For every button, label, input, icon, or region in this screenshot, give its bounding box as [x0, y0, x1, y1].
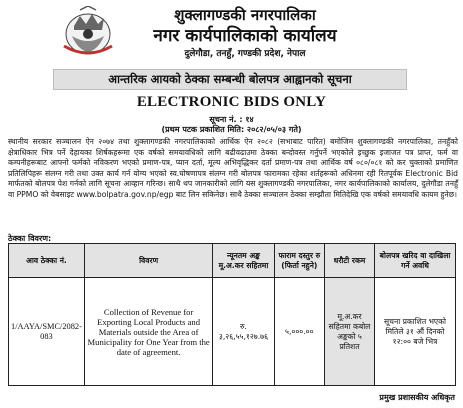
tender-code: 1/AAYA/SMC/2082-083 [9, 278, 85, 386]
table-header-row [9, 244, 456, 278]
tender-period: सूचना प्रकाशित भएको मितिले ३१ औं दिनको १२:०० बजे भित्र [374, 278, 455, 386]
notice-number: सूचना नं. : १४ [209, 115, 254, 124]
header [0, 2, 463, 64]
signature-title: प्रमुख प्रशासकीय अधिकृत [379, 393, 455, 402]
header-form-fee: फाराम दस्तुर रु (फिर्ता नहुने) [274, 244, 324, 278]
office-name: नगर कार्यपालिकाको कार्यालय [153, 26, 337, 46]
publication-date: (प्रथम पटक प्रकाशित मिति: २०८२/०५/०३ गते) [161, 125, 302, 134]
tender-min-amount: रु. ३,२६,५५,१२७.७६ [213, 278, 274, 386]
header-description: विवरण [84, 244, 212, 278]
tender-description: Collection of Revenue for Exporting Local Products and Materials outside the Area of Municipality for One Year from the date of agreement. [84, 278, 212, 386]
table-row [9, 278, 456, 386]
tender-form-fee: ५,०००.०० [274, 278, 324, 386]
nepal-emblem-icon [58, 6, 118, 58]
tender-table [8, 243, 456, 386]
notice-banner: आन्तरिक आयको ठेक्का सम्बन्धी बोलपत्र आह्वानको सूचना [53, 69, 407, 90]
header-min-amount: न्यूनतम अङ्क मू.अ.कर सहितमा [213, 244, 274, 278]
tender-deposit: मू.अ.कर सहितमा कबोल अङ्कको ५ प्रतिशत [325, 278, 375, 386]
municipality-name: शुक्लागण्डकी नगरपालिका [174, 6, 316, 24]
notice-body: स्थानीय सरकार सञ्चालन ऐन २०७४ तथा शुक्लागण्डकी नगरपालिकाको आर्थिक ऐन २०८२ (सभाबाट पारित) बमोजिम शुक्लागण्डकी नगरपालिका, तनहुँको क्षेत्राधिकार भित्र पर्ने देहायका शिर्षकहरूमा एक वर्षको समयावधिको लागि बढीवढाउमा ठेक्का बन्दोवस्त गर्नुपर्ने भएकोले इच्छुक इजाजत पत्र प्राप्त, फर्म वा कम्पनीहरूबाट आफ्नो फर्मको नविकरण भएको प्रमाण-पत्र, प्यान दर्ता, मूल्य अभिवृद्धिकर दर्ता प्रमाण-पत्र तथा आर्थिक वर्ष ०८०/०८१ को कर चुक्ताको प्रमाणित प्रतिलिपिहरू संलग्न गरी तथा उक्त कार्य गर्न योग्य भएको स्व.घोषणापत्र संलग्न गरी बोलपत्र फारामका रहेका शर्तहरूको अधिनमा रही रितपूर्वक Electronic Bid मार्फतको बोलपत्र पेश गर्नको लागि सूचना आव्हान गरिन्छ। साथै थप जानकारीको लागि यस शुक्लागण्डकी नगरपालिका, नगर कार्यपालिकाको कार्यालय, दुलेगौडा तनहुँ वा PPMO को वेबसाइट www.bolpatra.gov.np/egp बाट लिन सकिनेछ। साथै ठेक्का सञ्चालन ठेक्का सम्झौता मितिदेखि एक वर्षको समयावधि कायम हुनेछ। [8, 137, 458, 199]
tender-details-label: ठेक्का विवरण: [8, 234, 52, 243]
office-address: दुलेगौडा, तनहुँ, गण्डकी प्रदेश, नेपाल [184, 49, 306, 59]
header-period: बोलपत्र खरिद वा दाखिला गर्ने अवधि [374, 244, 455, 278]
header-code: आव ठेक्का नं. [9, 244, 85, 278]
header-deposit: धरौटी रकम [325, 244, 375, 278]
electronic-bids-title: ELECTRONIC BIDS ONLY [136, 94, 327, 110]
